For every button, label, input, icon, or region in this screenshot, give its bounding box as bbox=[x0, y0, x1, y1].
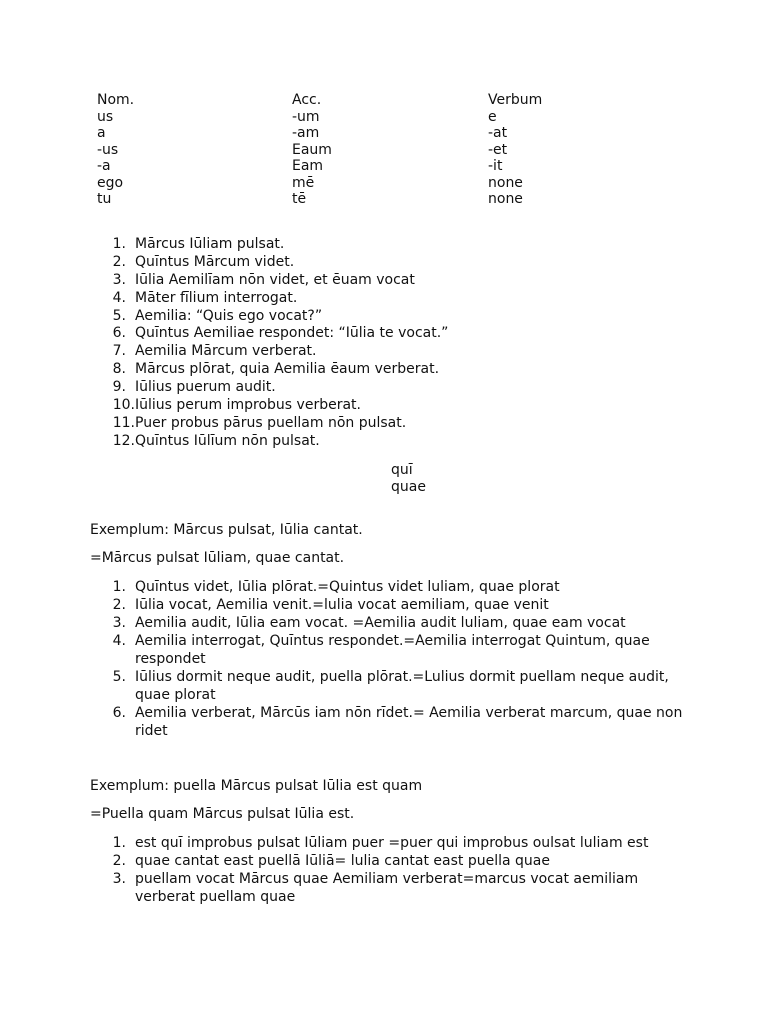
exercise-list bbox=[90, 578, 690, 740]
list-number: 3. bbox=[112, 871, 126, 887]
list-item-text: puellam vocat Mārcus quae Aemiliam verberat=marcus vocat aemiliam verberat puellam quae bbox=[135, 871, 639, 905]
list-item bbox=[90, 578, 690, 596]
list-number: 2. bbox=[112, 253, 126, 270]
table-cell: a bbox=[97, 125, 106, 141]
list-item-text: Aemilia: “Quis ego vocat?” bbox=[135, 307, 323, 324]
list-number: 4. bbox=[112, 633, 126, 649]
list-number: 9. bbox=[112, 379, 126, 396]
table-cell: none bbox=[488, 191, 523, 207]
table-cell: -et bbox=[488, 141, 508, 158]
sentence-list bbox=[90, 236, 650, 451]
list-number: 10. bbox=[112, 397, 135, 414]
list-item bbox=[90, 834, 690, 852]
list-item bbox=[90, 870, 690, 906]
table-cell: Eaum bbox=[292, 141, 332, 158]
relative-pronouns bbox=[391, 462, 426, 496]
table-cell: e bbox=[488, 108, 497, 125]
list-item-text: Mārcus Iūliam pulsat. bbox=[135, 236, 285, 252]
example-answer: =Puella quam Mārcus pulsat Iūlia est. bbox=[90, 806, 355, 822]
table-cell: -at bbox=[488, 125, 508, 141]
table-cell: -it bbox=[488, 158, 503, 174]
list-item-text: Mārcus plōrat, quia Aemilia ēaum verberat. bbox=[135, 361, 440, 378]
list-item-text: Quīntus videt, Iūlia plōrat.=Quintus videt luliam, quae plorat bbox=[135, 579, 560, 595]
table-row bbox=[97, 175, 608, 192]
list-number: 5. bbox=[112, 669, 126, 685]
list-item bbox=[90, 361, 650, 379]
list-item-text: Quīntus Aemiliae respondet: “Iūlia te vocat.” bbox=[135, 325, 449, 342]
table-header-row bbox=[97, 92, 608, 109]
list-item-text: quae cantat east puellā Iūliā= lulia cantat east puella quae bbox=[135, 853, 550, 869]
list-item bbox=[90, 290, 650, 308]
list-item bbox=[90, 852, 690, 870]
list-item-text: Aemilia verberat, Mārcūs iam nōn rīdet.= Aemilia verberat marcum, quae non ridet bbox=[135, 705, 683, 739]
list-item bbox=[90, 325, 650, 343]
list-number: 3. bbox=[112, 271, 126, 288]
list-item-text: Iūlius puerum audit. bbox=[135, 379, 276, 396]
table-cell: -am bbox=[292, 125, 320, 141]
relative-pronoun: quae bbox=[391, 479, 426, 495]
list-item bbox=[90, 397, 650, 415]
example-prompt: Exemplum: puella Mārcus pulsat Iūlia est quam bbox=[90, 778, 423, 794]
example-answer: =Mārcus pulsat Iūliam, quae cantat. bbox=[90, 550, 345, 566]
exercise-list bbox=[90, 834, 690, 906]
table-header-acc: Acc. bbox=[292, 92, 322, 108]
table-cell: tē bbox=[292, 191, 307, 207]
list-number: 6. bbox=[112, 325, 126, 342]
table-row bbox=[97, 191, 608, 208]
list-number: 1. bbox=[112, 835, 126, 851]
table-cell: ego bbox=[97, 174, 124, 191]
list-item-text: Aemilia audit, Iūlia eam vocat. =Aemilia audit luliam, quae eam vocat bbox=[135, 615, 626, 631]
list-number: 2. bbox=[112, 853, 126, 869]
list-item-text: Puer probus pārus puellam nōn pulsat. bbox=[135, 414, 407, 431]
list-item-text: Quīntus Mārcum videt. bbox=[135, 253, 295, 270]
example-prompt: Exemplum: Mārcus pulsat, Iūlia cantat. bbox=[90, 522, 363, 538]
table-row bbox=[97, 142, 608, 159]
list-number: 2. bbox=[112, 597, 126, 613]
table-cell: Eam bbox=[292, 158, 324, 174]
list-number: 7. bbox=[112, 343, 126, 360]
list-item-text: Māter fīlium interrogat. bbox=[135, 289, 298, 306]
list-item-text: est quī improbus pulsat Iūliam puer =puer qui improbus oulsat luliam est bbox=[135, 835, 649, 851]
table-cell: none bbox=[488, 174, 523, 191]
list-number: 12. bbox=[112, 432, 135, 449]
table-cell: us bbox=[97, 108, 114, 125]
list-item bbox=[90, 596, 690, 614]
list-item-text: Iūlius perum improbus verberat. bbox=[135, 397, 361, 414]
table-row bbox=[97, 125, 608, 142]
table-cell: tu bbox=[97, 191, 112, 207]
table-header-nom: Nom. bbox=[97, 92, 135, 108]
list-item bbox=[90, 415, 650, 433]
list-item-text: Aemilia interrogat, Quīntus respondet.=Aemilia interrogat Quintum, quae respondet bbox=[135, 633, 650, 667]
list-item bbox=[90, 668, 690, 704]
list-item-text: Iūlia vocat, Aemilia venit.=lulia vocat aemiliam, quae venit bbox=[135, 597, 549, 613]
table-row bbox=[97, 158, 608, 175]
list-item-text: Quīntus Iūlīum nōn pulsat. bbox=[135, 432, 320, 449]
declension-table bbox=[97, 92, 608, 208]
list-number: 1. bbox=[112, 579, 126, 595]
list-number: 1. bbox=[112, 236, 126, 252]
list-item bbox=[90, 343, 650, 361]
table-cell: -um bbox=[292, 108, 320, 125]
list-number: 5. bbox=[112, 307, 126, 324]
list-item bbox=[90, 308, 650, 326]
table-cell: -us bbox=[97, 141, 119, 158]
list-item bbox=[90, 236, 650, 254]
table-header-verbum: Verbum bbox=[488, 92, 543, 108]
table-cell: mē bbox=[292, 174, 315, 191]
relative-pronoun: quī bbox=[391, 462, 413, 478]
list-number: 11. bbox=[112, 414, 135, 431]
list-item bbox=[90, 379, 650, 397]
list-item bbox=[90, 614, 690, 632]
list-item bbox=[90, 272, 650, 290]
list-number: 4. bbox=[112, 289, 126, 306]
list-number: 8. bbox=[112, 361, 126, 378]
list-item-text: Aemilia Mārcum verberat. bbox=[135, 343, 317, 360]
list-item bbox=[90, 433, 650, 451]
list-item bbox=[90, 704, 690, 740]
list-item bbox=[90, 632, 690, 668]
list-number: 3. bbox=[112, 615, 126, 631]
table-cell: -a bbox=[97, 158, 111, 174]
list-number: 6. bbox=[112, 705, 126, 721]
list-item bbox=[90, 254, 650, 272]
list-item-text: Iūlia Aemilīam nōn videt, et ēuam vocat bbox=[135, 271, 415, 288]
table-row bbox=[97, 109, 608, 126]
list-item-text: Iūlius dormit neque audit, puella plōrat.=Lulius dormit puellam neque audit, quae plorat bbox=[135, 669, 669, 703]
